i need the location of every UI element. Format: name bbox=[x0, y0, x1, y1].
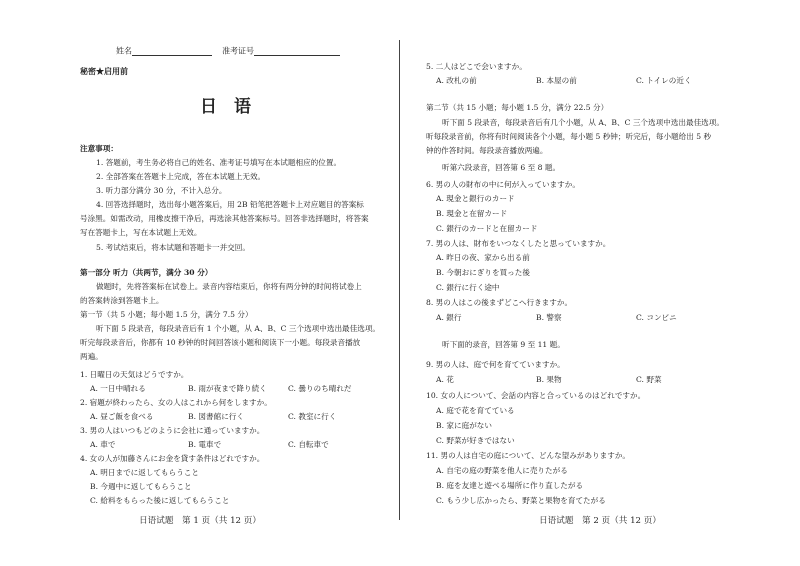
question-11: 11. 男の人は自宅の庭について、どんな望みがありますか。 bbox=[426, 451, 631, 460]
question-2: 2. 宿題が終わったら、女の人はこれから何をしますか。 bbox=[80, 398, 272, 407]
exam-number-label: 准考证号 bbox=[222, 46, 254, 56]
section1-intro: 听完每段录音后，你都有 10 秒钟的时间回答该小题和阅读下一小题。每段录音播放 bbox=[80, 338, 361, 347]
question-9: 9. 男の人は、庭で何を育てていますか。 bbox=[426, 360, 565, 369]
note-item: 4. 回答选择题时，选出每小题答案后，用 2B 铅笔把答题卡上对应题目的答案标 bbox=[96, 200, 364, 209]
section2-intro: 听每段录音前，你将有时间阅读各个小题，每小题 5 秒钟；听完后，每小题给出 5 秒 bbox=[426, 132, 712, 141]
option-a[interactable]: A. 明日までに返してもらうこと bbox=[90, 468, 200, 477]
option-b[interactable]: B. 雨が夜まで降り続く bbox=[188, 384, 267, 393]
option-a[interactable]: A. 昨日の夜、家から出る前 bbox=[436, 253, 530, 262]
name-blank[interactable] bbox=[132, 46, 212, 56]
option-c[interactable]: C. 野菜が好きではない bbox=[436, 436, 515, 445]
option-c[interactable]: C. 給料をもらった後に返してもらうこと bbox=[90, 496, 230, 505]
option-c[interactable]: C. 野菜 bbox=[636, 375, 662, 384]
section2-intro: 钟的作答时间。每段录音播放两遍。 bbox=[426, 146, 548, 155]
section1-intro: 两遍。 bbox=[80, 352, 103, 361]
option-b[interactable]: B. 果物 bbox=[536, 375, 562, 384]
question-10: 10. 女の人について、会話の内容と合っているのはどれですか。 bbox=[426, 391, 646, 400]
note-item: 3. 听力部分满分 30 分，不计入总分。 bbox=[96, 186, 227, 195]
option-b[interactable]: B. 現金と在留カード bbox=[436, 209, 508, 218]
section2-heading: 第二节（共 15 小题；每小题 1.5 分，满分 22.5 分） bbox=[426, 103, 609, 112]
option-b[interactable]: B. 本屋の前 bbox=[536, 76, 577, 85]
option-a[interactable]: A. 自宅の庭の野菜を他人に売りたがる bbox=[436, 466, 568, 475]
option-a[interactable]: A. 現金と銀行のカード bbox=[436, 194, 515, 203]
notes-title: 注意事项： bbox=[80, 144, 118, 153]
group-instruction: 听第六段录音，回答第 6 至 8 题。 bbox=[442, 163, 561, 172]
option-c[interactable]: C. もう少し広かったら、野菜と果物を育てたがる bbox=[436, 496, 606, 505]
section2-intro: 听下面 5 段录音，每段录音后有几个小题，从 A、B、C 三个选项中选出最佳选项。 bbox=[442, 118, 724, 127]
option-a[interactable]: A. 一日中晴れる bbox=[90, 384, 146, 393]
note-item: 5. 考试结束后，将本试题和答题卡一并交回。 bbox=[96, 243, 250, 252]
question-8: 8. 男の人はこの後まずどこへ行きますか。 bbox=[426, 298, 573, 307]
option-a[interactable]: A. 銀行 bbox=[436, 313, 462, 322]
page-footer-left: 日语试题 第 1 页（共 12 页） bbox=[139, 516, 261, 526]
section1-heading: 第一节（共 5 小题；每小题 1.5 分，满分 7.5 分） bbox=[80, 310, 253, 319]
exam-number-field bbox=[222, 46, 340, 56]
section1-intro: 听下面 5 段录音，每段录音后有 1 个小题，从 A、B、C 三个选项中选出最佳选项。 bbox=[96, 324, 381, 333]
option-a[interactable]: A. 車で bbox=[90, 440, 116, 449]
question-1: 1. 日曜日の天気はどうですか。 bbox=[80, 370, 189, 379]
option-b[interactable]: B. 図書館に行く bbox=[188, 412, 244, 421]
page-footer-right: 日语试题 第 2 页（共 12 页） bbox=[539, 516, 661, 526]
question-3: 3. 男の人はいつもどのように会社に通っていますか。 bbox=[80, 426, 265, 435]
name-label: 姓名 bbox=[116, 46, 132, 56]
question-5: 5. 二人はどこで会いますか。 bbox=[426, 62, 527, 71]
option-a[interactable]: A. 花 bbox=[436, 375, 454, 384]
part1-intro: 的答案转涂到答题卡上。 bbox=[80, 296, 164, 305]
note-item: 写在答题卡上，写在本试题上无效。 bbox=[80, 228, 202, 237]
option-b[interactable]: B. 今朝おにぎりを買った後 bbox=[436, 268, 530, 277]
option-c[interactable]: C. 銀行のカードと在留カード bbox=[436, 224, 538, 233]
option-a[interactable]: A. 改札の前 bbox=[436, 76, 477, 85]
option-b[interactable]: B. 警察 bbox=[536, 313, 562, 322]
exam-number-blank[interactable] bbox=[254, 46, 340, 56]
option-c[interactable]: C. 銀行に行く途中 bbox=[436, 283, 500, 292]
note-item: 2. 全部答案在答题卡上完成，答在本试题上无效。 bbox=[96, 172, 266, 181]
option-c[interactable]: C. トイレの近く bbox=[636, 76, 692, 85]
option-b[interactable]: B. 電車で bbox=[188, 440, 222, 449]
note-item: 号涂黑。如需改动，用橡皮擦干净后，再选涂其他答案标号。回答非选择题时，将答案 bbox=[80, 214, 369, 223]
option-a[interactable]: A. 庭で花を育てている bbox=[436, 406, 515, 415]
question-6: 6. 男の人の財布の中に何が入っていますか。 bbox=[426, 180, 580, 189]
part1-intro: 做题时，先将答案标在试卷上。录音内容结束后，你将有两分钟的时间将试卷上 bbox=[96, 282, 362, 291]
option-c[interactable]: C. 自転車で bbox=[288, 440, 329, 449]
option-c[interactable]: C. 曇りのち晴れだ bbox=[288, 384, 352, 393]
name-field bbox=[116, 46, 212, 56]
option-b[interactable]: B. 庭を友達と遊べる場所に作り直したがる bbox=[436, 481, 584, 490]
option-c[interactable]: C. 教室に行く bbox=[288, 412, 337, 421]
group-instruction: 听下面的录音，回答第 9 至 11 题。 bbox=[442, 340, 565, 349]
option-a[interactable]: A. 昼ご飯を食べる bbox=[90, 412, 154, 421]
option-b[interactable]: B. 家に庭がない bbox=[436, 421, 492, 430]
option-b[interactable]: B. 今週中に返してもらうこと bbox=[90, 482, 192, 491]
question-7: 7. 男の人は、財布をいつなくしたと思っていますか。 bbox=[426, 239, 611, 248]
note-item: 1. 答题前，考生务必将自己的姓名、准考证号填写在本试题相应的位置。 bbox=[96, 158, 342, 167]
part1-heading: 第一部分 听力（共两节，满分 30 分） bbox=[80, 268, 213, 277]
secret-label: 秘密★启用前 bbox=[80, 66, 128, 76]
question-4: 4. 女の人が加藤さんにお金を貸す条件はどれですか。 bbox=[80, 454, 265, 463]
option-c[interactable]: C. コンビニ bbox=[636, 313, 677, 322]
page-title: 日 语 bbox=[200, 97, 251, 117]
right-page bbox=[400, 0, 800, 566]
